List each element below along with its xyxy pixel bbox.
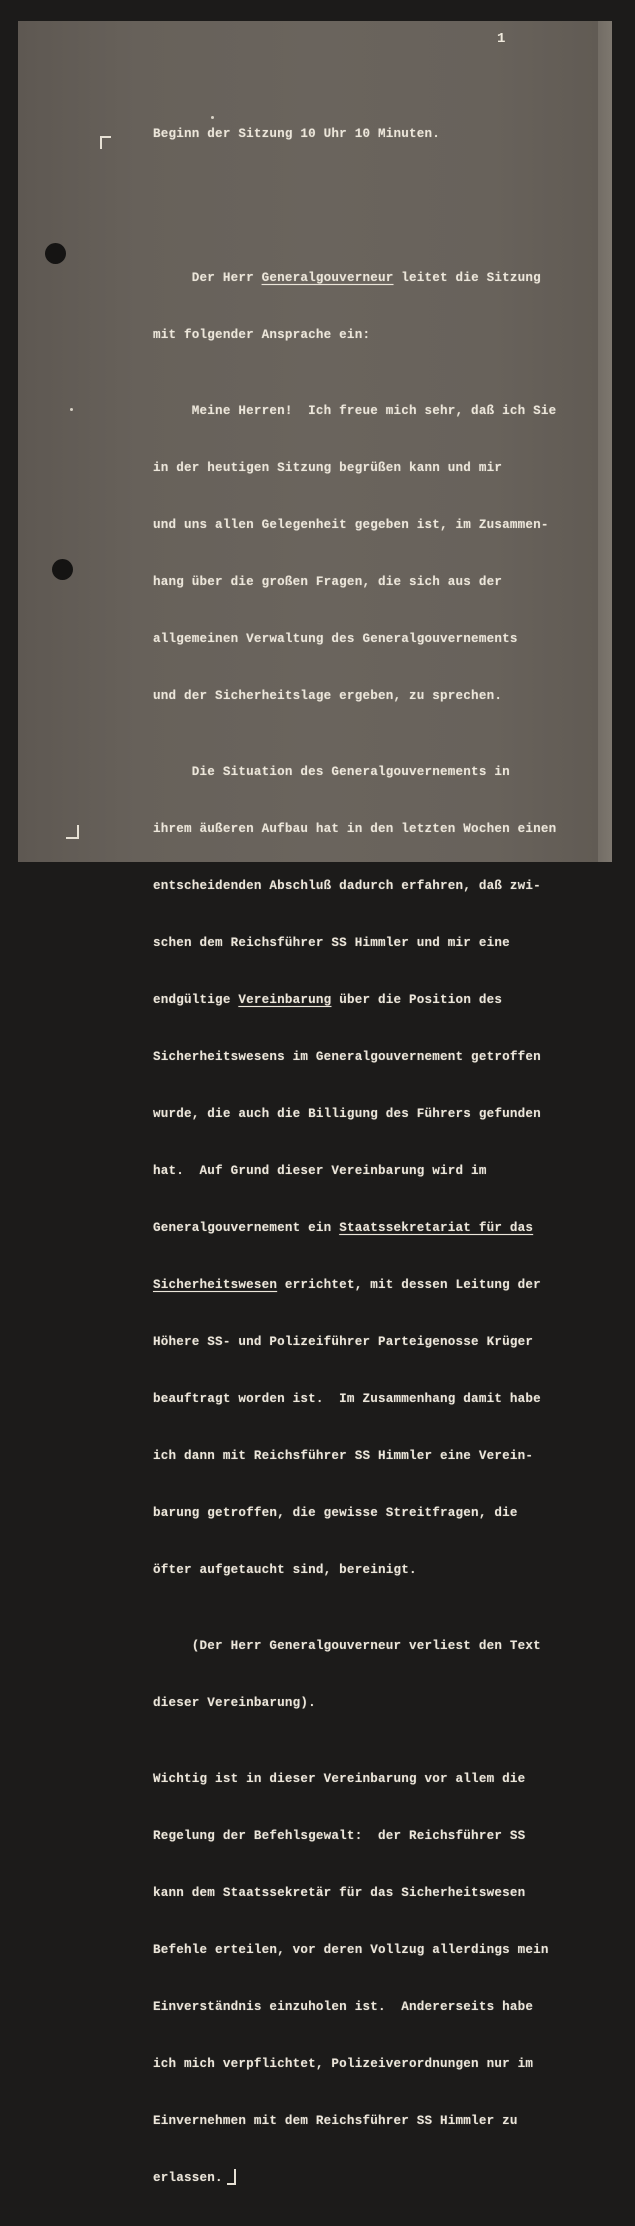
text-line: ihrem äußeren Aufbau hat in den letzten Wochen einen xyxy=(153,822,557,836)
underlined-term: Vereinbarung xyxy=(238,993,332,1007)
typewritten-text xyxy=(153,87,603,2226)
session-heading: Beginn der Sitzung 10 Uhr 10 Minuten. xyxy=(153,127,441,141)
text-line: allgemeinen Verwaltung des Generalgouvernements xyxy=(153,632,518,646)
page-number: 1 xyxy=(497,31,506,47)
text-line: hang über die großen Fragen, die sich aus der xyxy=(153,575,503,589)
text-line: Einverständnis einzuholen ist. Andererseits habe xyxy=(153,2000,534,2014)
text-line: schen dem Reichsführer SS Himmler und mir eine xyxy=(153,936,510,950)
text-line: endgültige Vereinbarung über die Position des xyxy=(153,993,503,1007)
text-line: Sicherheitswesens im Generalgouvernement getroffen xyxy=(153,1050,541,1064)
text-line: Regelung der Befehlsgewalt: der Reichsführer SS xyxy=(153,1829,526,1843)
text-line: Meine Herren! Ich freue mich sehr, daß ich Sie xyxy=(153,404,557,418)
text-line: barung getroffen, die gewisse Streitfragen, die xyxy=(153,1506,518,1520)
punch-hole-top xyxy=(45,243,66,264)
underlined-term: Staatssekretariat für das xyxy=(339,1221,534,1235)
text-line: mit folgender Ansprache ein: xyxy=(153,328,371,342)
text-line: öfter aufgetaucht sind, bereinigt. xyxy=(153,1563,417,1577)
text-line: Die Situation des Generalgouvernements in xyxy=(153,765,510,779)
text-line: Höhere SS- und Polizeiführer Parteigenosse Krüger xyxy=(153,1335,534,1349)
text-line: beauftragt worden ist. Im Zusammenhang damit habe xyxy=(153,1392,541,1406)
text-line: Einvernehmen mit dem Reichsführer SS Himmler zu xyxy=(153,2114,518,2128)
text-line: kann dem Staatssekretär für das Sicherheitswesen xyxy=(153,1886,526,1900)
paper-speck xyxy=(70,408,73,411)
punch-hole-bottom xyxy=(52,559,73,580)
text-line: ich dann mit Reichsführer SS Himmler eine Verein- xyxy=(153,1449,534,1463)
text-line: wurde, die auch die Billigung des Führers gefunden xyxy=(153,1107,541,1121)
text-line: entscheidenden Abschluß dadurch erfahren, daß zwi- xyxy=(153,879,541,893)
text-line: erlassen. xyxy=(153,2169,603,2188)
text-line: dieser Vereinbarung). xyxy=(153,1696,316,1710)
underlined-term: Generalgouverneur xyxy=(261,271,394,285)
text-line: (Der Herr Generalgouverneur verliest den Text xyxy=(153,1639,541,1653)
bracket-mark-top-left-icon xyxy=(100,136,111,149)
bracket-mark-bottom-left-icon xyxy=(66,825,79,839)
text-line: hat. Auf Grund dieser Vereinbarung wird im xyxy=(153,1164,487,1178)
underlined-term: Sicherheitswesen xyxy=(153,1278,278,1292)
text-line: und uns allen Gelegenheit gegeben ist, im Zusammen- xyxy=(153,518,549,532)
text-line: Wichtig ist in dieser Vereinbarung vor allem die xyxy=(153,1772,526,1786)
text-line: Generalgouvernement ein Staatssekretariat für das xyxy=(153,1221,534,1235)
text-line: Der Herr Generalgouverneur leitet die Sitzung xyxy=(153,271,541,285)
text-line: Befehle erteilen, vor deren Vollzug allerdings mein xyxy=(153,1943,549,1957)
text-line: Sicherheitswesen errichtet, mit dessen Leitung der xyxy=(153,1278,541,1292)
text-line: und der Sicherheitslage ergeben, zu sprechen. xyxy=(153,689,503,703)
end-bracket-mark-icon xyxy=(227,2169,236,2185)
document-page xyxy=(18,21,612,2185)
text-line: in der heutigen Sitzung begrüßen kann und mir xyxy=(153,461,503,475)
text-line: ich mich verpflichtet, Polizeiverordnungen nur im xyxy=(153,2057,534,2071)
